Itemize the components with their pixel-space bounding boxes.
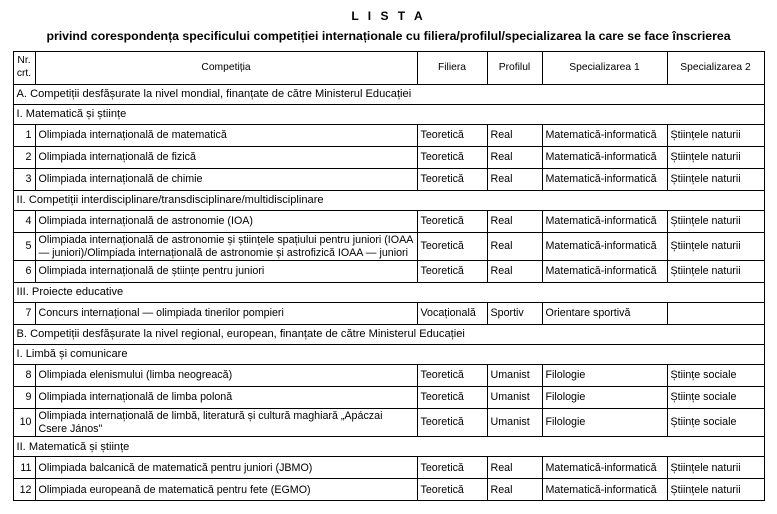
cell-specializarea-1: Matematică-informatică (542, 211, 667, 233)
cell-specializarea-1: Filologie (542, 387, 667, 409)
cell-specializarea-2: Științele naturii (667, 169, 764, 191)
table-row (13, 409, 764, 437)
section-prefix: A. (16, 88, 31, 101)
header-nr-line1: Nr. (17, 55, 31, 67)
cell-filiera: Teoretică (417, 387, 487, 409)
subsection-prefix: I. (16, 108, 26, 121)
subsection-header-row (13, 283, 764, 303)
subsection-label: Competiții interdisciplinare/transdisciplinare/multidisciplinare (28, 194, 324, 207)
subsection-label: Proiecte educative (31, 286, 124, 299)
table-row (13, 365, 764, 387)
subsection-prefix: II. (16, 194, 29, 207)
table-body (13, 85, 764, 501)
header-row (13, 52, 764, 85)
cell-specializarea-1: Matematică-informatică (542, 125, 667, 147)
cell-profilul: Real (487, 457, 542, 479)
cell-profilul: Sportiv (487, 303, 542, 325)
table-row (13, 479, 764, 501)
table-row (13, 387, 764, 409)
cell-specializarea-2: Științe sociale (667, 409, 764, 437)
cell-nr-crt: 10 (13, 409, 35, 437)
cell-profilul: Real (487, 147, 542, 169)
cell-specializarea-1: Filologie (542, 365, 667, 387)
cell-specializarea-1: Matematică-informatică (542, 233, 667, 261)
cell-nr-crt: 11 (13, 457, 35, 479)
cell-filiera: Teoretică (417, 409, 487, 437)
cell-competitia: Olimpiada internațională de matematică (35, 125, 417, 147)
cell-specializarea-2: Științe sociale (667, 365, 764, 387)
cell-nr-crt: 9 (13, 387, 35, 409)
cell-filiera: Teoretică (417, 169, 487, 191)
cell-profilul: Real (487, 169, 542, 191)
cell-filiera: Teoretică (417, 261, 487, 283)
header-specializarea-1: Specializarea 1 (542, 52, 667, 85)
document-title-block (0, 0, 777, 44)
subsection-header (13, 345, 764, 365)
subsection-header (13, 283, 764, 303)
subsection-header (13, 191, 764, 211)
subsection-header-row (13, 105, 764, 125)
subsection-prefix: II. (16, 440, 29, 453)
cell-filiera: Teoretică (417, 365, 487, 387)
cell-competitia: Olimpiada internațională de științe pentru juniori (35, 261, 417, 283)
cell-specializarea-2: Științele naturii (667, 479, 764, 501)
cell-competitia: Olimpiada internațională de limbă, literatură și cultură maghiară „Apáczai Csere János" (35, 409, 417, 437)
header-specializarea-2: Specializarea 2 (667, 52, 764, 85)
cell-specializarea-1: Matematică-informatică (542, 457, 667, 479)
section-prefix: B. (16, 328, 31, 341)
subsection-header-row (13, 191, 764, 211)
table-row (13, 125, 764, 147)
cell-nr-crt: 5 (13, 233, 35, 261)
cell-profilul: Umanist (487, 365, 542, 387)
table-row (13, 211, 764, 233)
cell-profilul: Real (487, 125, 542, 147)
header-nr-crt (13, 52, 35, 85)
cell-competitia: Concurs internațional — olimpiada tinerilor pompieri (35, 303, 417, 325)
cell-profilul: Real (487, 479, 542, 501)
page-subtitle: privind corespondența specificului competiției internaționale cu filiera/profilul/specializarea la care se face înscrierea (46, 29, 731, 43)
cell-specializarea-1: Filologie (542, 409, 667, 437)
cell-filiera: Teoretică (417, 233, 487, 261)
section-header-row (13, 325, 764, 345)
subsection-label: Matematică și științe (28, 440, 130, 453)
cell-specializarea-1: Orientare sportivă (542, 303, 667, 325)
cell-specializarea-1: Matematică-informatică (542, 479, 667, 501)
cell-competitia: Olimpiada internațională de limba polonă (35, 387, 417, 409)
cell-nr-crt: 8 (13, 365, 35, 387)
subsection-header (13, 105, 764, 125)
section-label: Competiții desfășurate la nivel mondial, finanțate de către Ministerul Educației (30, 88, 412, 101)
cell-nr-crt: 6 (13, 261, 35, 283)
table-header (13, 52, 764, 85)
cell-profilul: Real (487, 211, 542, 233)
cell-competitia: Olimpiada internațională de astronomie (IOA) (35, 211, 417, 233)
header-filiera: Filiera (417, 52, 487, 85)
subsection-label: Limbă și comunicare (25, 348, 128, 361)
table-row (13, 233, 764, 261)
cell-competitia: Olimpiada internațională de chimie (35, 169, 417, 191)
cell-nr-crt: 4 (13, 211, 35, 233)
header-nr-line2: crt. (16, 68, 32, 79)
cell-nr-crt: 3 (13, 169, 35, 191)
table-row (13, 261, 764, 283)
table-row (13, 457, 764, 479)
subsection-header-row (13, 345, 764, 365)
cell-specializarea-2: Științele naturii (667, 147, 764, 169)
cell-competitia: Olimpiada europeană de matematică pentru fete (EGMO) (35, 479, 417, 501)
cell-filiera: Teoretică (417, 457, 487, 479)
cell-specializarea-2 (667, 303, 764, 325)
cell-specializarea-2: Științele naturii (667, 233, 764, 261)
header-profilul: Profilul (487, 52, 542, 85)
table-row (13, 303, 764, 325)
page-title: L I S T A (351, 9, 426, 23)
cell-specializarea-2: Științe sociale (667, 387, 764, 409)
subsection-label: Matematică și științe (25, 108, 127, 121)
cell-filiera: Teoretică (417, 125, 487, 147)
table-row (13, 169, 764, 191)
cell-competitia: Olimpiada balcanică de matematică pentru juniori (JBMO) (35, 457, 417, 479)
header-competitia: Competiția (35, 52, 417, 85)
cell-competitia: Olimpiada internațională de fizică (35, 147, 417, 169)
cell-profilul: Umanist (487, 409, 542, 437)
cell-profilul: Real (487, 233, 542, 261)
cell-filiera: Vocațională (417, 303, 487, 325)
subsection-header-row (13, 437, 764, 457)
cell-filiera: Teoretică (417, 211, 487, 233)
subsection-prefix: III. (16, 286, 32, 299)
cell-profilul: Real (487, 261, 542, 283)
cell-nr-crt: 7 (13, 303, 35, 325)
cell-filiera: Teoretică (417, 479, 487, 501)
cell-specializarea-2: Științele naturii (667, 457, 764, 479)
section-header (13, 325, 764, 345)
cell-specializarea-2: Științele naturii (667, 261, 764, 283)
cell-nr-crt: 2 (13, 147, 35, 169)
cell-specializarea-2: Științele naturii (667, 211, 764, 233)
cell-filiera: Teoretică (417, 147, 487, 169)
cell-specializarea-2: Științele naturii (667, 125, 764, 147)
section-header (13, 85, 764, 105)
cell-specializarea-1: Matematică-informatică (542, 147, 667, 169)
competitions-table (13, 51, 765, 501)
cell-specializarea-1: Matematică-informatică (542, 261, 667, 283)
cell-nr-crt: 12 (13, 479, 35, 501)
section-label: Competiții desfășurate la nivel regional, european, finanțate de către Ministerul Educației (30, 328, 465, 341)
subsection-prefix: I. (16, 348, 26, 361)
cell-competitia: Olimpiada elenismului (limba neogreacă) (35, 365, 417, 387)
cell-profilul: Umanist (487, 387, 542, 409)
section-header-row (13, 85, 764, 105)
table-row (13, 147, 764, 169)
subsection-header (13, 437, 764, 457)
cell-competitia: Olimpiada internațională de astronomie și științele spațiului pentru juniori (IOAA — juniori)/Olimpiada internațională de astronomie și astrofizică IOAA — juniori (35, 233, 417, 261)
cell-specializarea-1: Matematică-informatică (542, 169, 667, 191)
cell-nr-crt: 1 (13, 125, 35, 147)
